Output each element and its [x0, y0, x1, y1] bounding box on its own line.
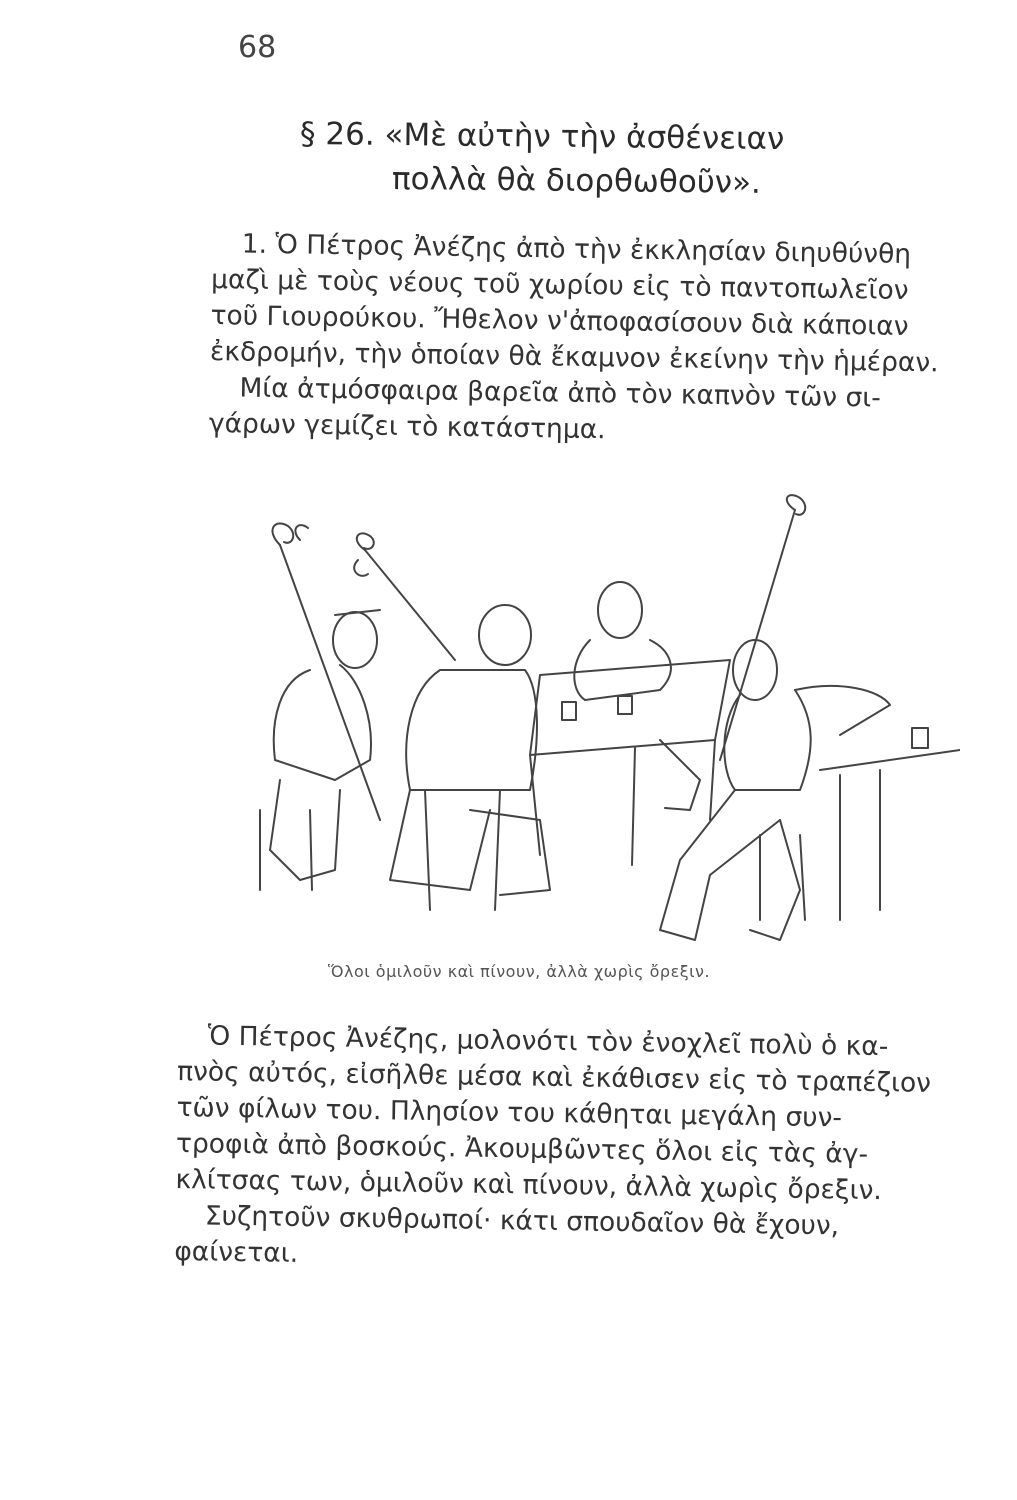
paragraph-2: [174, 1018, 978, 1283]
shepherd-center: [390, 605, 550, 910]
section-heading: [300, 112, 940, 200]
shepherd-left: [260, 610, 380, 890]
text-line: τροφιὰ ἀπὸ βοσκούς. Ἀκουμβῶντες ὅλοι εἰς τὰς ἀγ-: [175, 1127, 869, 1170]
text-line: γάρων γεμίζει τὸ κατάστημα.: [208, 407, 606, 446]
illustration-caption: Ὅλοι ὁμιλοῦν καὶ πίνουν, ἀλλὰ χωρὶς ὄρεξιν.: [328, 962, 711, 981]
crook-staff: [272, 523, 380, 820]
text-line: 1. Ὁ Πέτρος Ἀνέζης ἀπὸ τὴν ἐκκλησίαν διηυθύνθη: [241, 228, 912, 270]
shepherd-back: [574, 582, 700, 810]
text-line: τοῦ Γιουρούκου. Ἤθελον ν'ἀποφασίσουν διὰ κάποιαν: [210, 299, 909, 342]
crook-staff: [720, 495, 805, 760]
text-line: τῶν φίλων του. Πλησίον του κάθηται μεγάλη συν-: [176, 1091, 843, 1134]
text-line: Συζητοῦν σκυθρωποί· κάτι σπουδαῖον θὰ ἔχουν,: [204, 1200, 840, 1242]
paragraph-1: [209, 226, 972, 454]
text-line: φαίνεται.: [174, 1235, 299, 1269]
illustration-shepherds-at-table: [240, 490, 960, 980]
text-line: μαζὶ μὲ τοὺς νέους τοῦ χωρίου εἰς τὸ παντοπωλεῖον: [210, 263, 909, 306]
text-line: κλίτσας των, ὁμιλοῦν καὶ πίνουν, ἀλλὰ χωρὶς ὄρεξιν.: [175, 1163, 883, 1207]
text-line: Ὁ Πέτρος Ἀνέζης, μολονότι τὸν ἐνοχλεῖ πολὺ ὁ κα-: [207, 1020, 889, 1063]
text-line: πνὸς αὐτός, εἰσῆλθε μέσα καὶ ἐκάθισεν εἰς τὸ τραπέζιον: [176, 1055, 932, 1099]
section-title-line-2: πολλὰ θὰ διορθωθοῦν».: [391, 160, 762, 201]
side-table: [820, 728, 960, 920]
shepherd-right: [660, 640, 890, 940]
crook-staff: [354, 533, 455, 660]
text-line: ἐκδρομήν, τὴν ὁποίαν θὰ ἔκαμνον ἐκείνην τὴν ἡμέραν.: [209, 335, 939, 379]
text-line: Μία ἀτμόσφαιρα βαρεῖα ἀπὸ τὸν καπνὸν τῶν σι-: [239, 372, 882, 414]
page-number: 68: [238, 30, 277, 65]
section-title-line-1: § 26. «Μὲ αὐτὴν τὴν ἀσθένειαν: [299, 116, 785, 158]
